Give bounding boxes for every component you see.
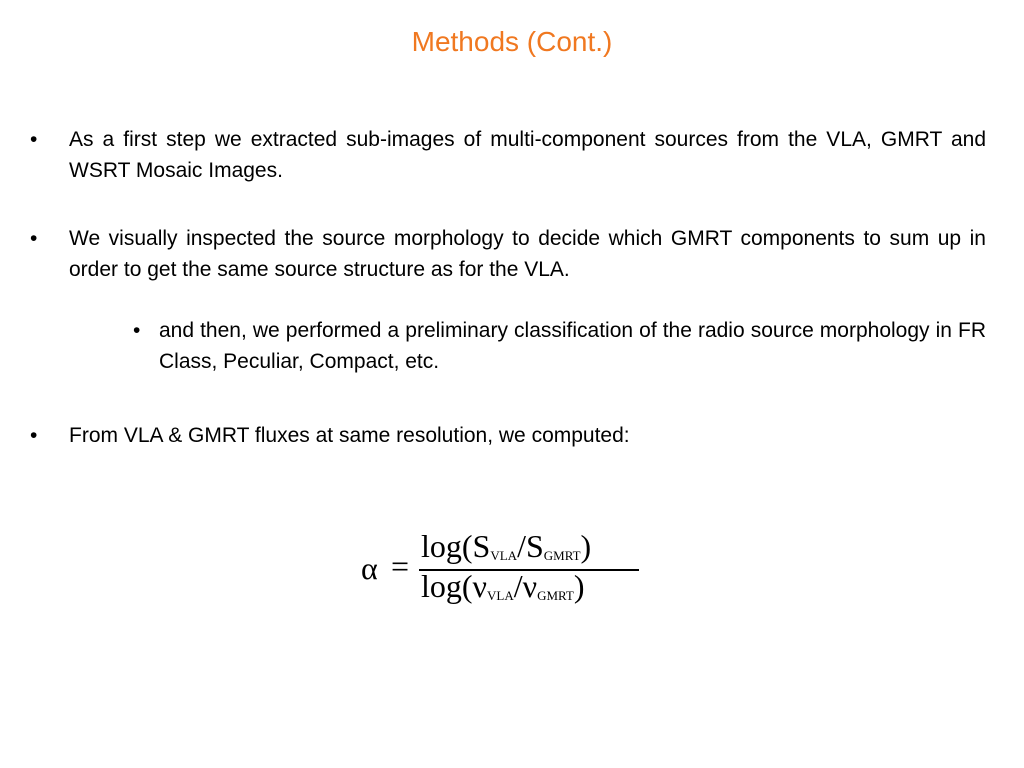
- numerator-close: ): [580, 528, 592, 564]
- denominator-subscript-vla: VLA: [487, 588, 514, 603]
- numerator-subscript-gmrt: GMRT: [543, 548, 581, 563]
- bullet-marker: •: [30, 227, 38, 250]
- denominator-slash: /ν: [513, 568, 538, 604]
- bullet-marker: •: [30, 424, 38, 447]
- slide-title: Methods (Cont.): [411, 26, 613, 57]
- bullet-text: and then, we performed a preliminary classification of the radio source morphology in FR Class, Peculiar, Compact, etc.: [159, 319, 986, 373]
- formula-denominator: [421, 568, 585, 605]
- numerator-log-open: log(S: [421, 528, 491, 564]
- bullet-text: We visually inspected the source morphology to decide which GMRT components to sum up in order to get the same source structure as for the VLA.: [69, 227, 986, 281]
- bullet-item-extraction: [30, 124, 986, 186]
- spectral-index-formula: [355, 528, 655, 610]
- denominator-subscript-gmrt: GMRT: [537, 588, 574, 603]
- formula-alpha: α: [361, 550, 378, 586]
- formula-numerator: [421, 528, 591, 565]
- bullet-marker: •: [30, 128, 38, 151]
- sub-bullet-item-classification: [133, 315, 986, 377]
- bullet-marker: •: [133, 319, 141, 342]
- formula-equals: =: [391, 548, 410, 584]
- bullet-text: As a first step we extracted sub-images of multi-component sources from the VLA, GMRT and WSRT Mosaic Images.: [69, 128, 986, 182]
- numerator-subscript-vla: VLA: [490, 548, 518, 563]
- bullet-item-computation: [30, 420, 986, 451]
- denominator-log-open: log(ν: [421, 568, 488, 604]
- denominator-close: ): [573, 568, 585, 604]
- bullet-text: From VLA & GMRT fluxes at same resolution, we computed:: [69, 424, 630, 447]
- numerator-slash: /S: [517, 528, 544, 564]
- bullet-item-inspection: [30, 223, 986, 285]
